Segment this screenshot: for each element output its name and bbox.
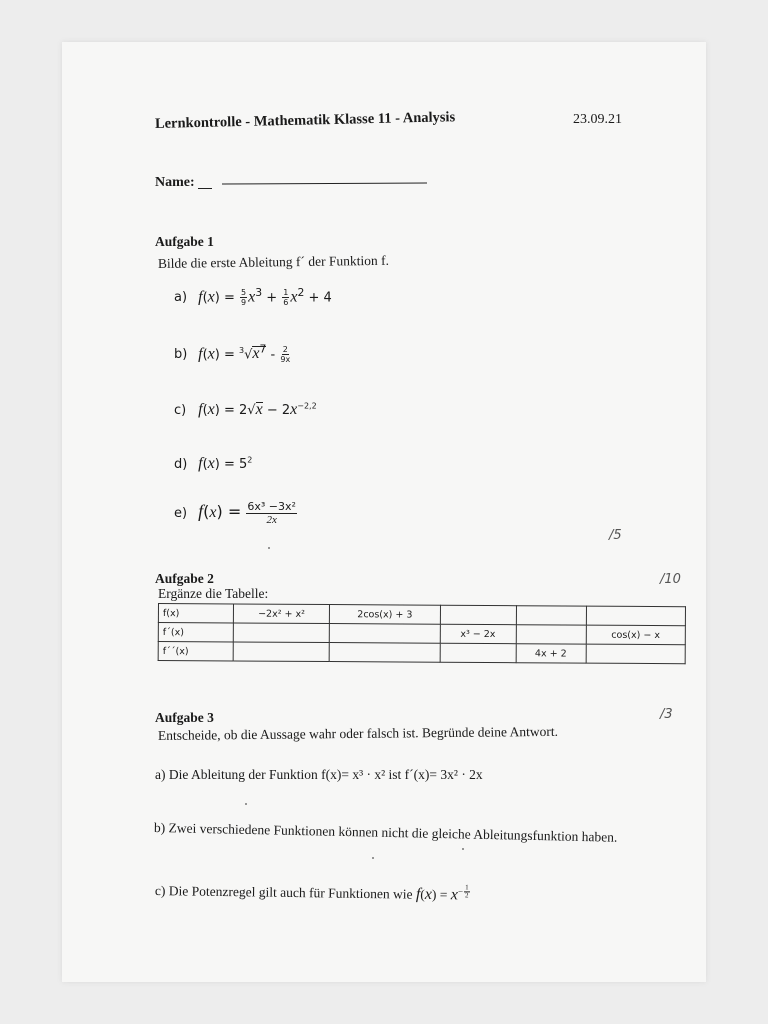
task1-instruction: Bilde die erste Ableitung f´ der Funktion f. (157, 252, 390, 271)
item-label: e) (174, 506, 188, 521)
fraction: $\frac{\text{6x³ −3x²}}{2x}$ (247, 500, 296, 526)
task1-item-e: e) f(x) = $\frac{\text{6x³ −3x²}}{2x}$ (174, 500, 296, 526)
table-row (158, 642, 685, 664)
scan-speck (245, 803, 247, 805)
formula-b: f (198, 345, 203, 363)
date-label: 23.09.21 (573, 112, 622, 127)
fraction: $\frac{2}{9x}$ (280, 345, 291, 365)
formula-a: f (198, 288, 203, 306)
row-header: f´(x) (158, 623, 233, 642)
task3-score: /3 (660, 707, 673, 722)
derivative-table (158, 603, 686, 664)
table-cell[interactable] (233, 642, 329, 662)
item-label: b) (174, 347, 188, 363)
item-label: c) (174, 403, 187, 418)
table-cell[interactable]: 2cos(x) + 3 (330, 605, 441, 625)
row-header: f(x) (158, 604, 233, 623)
task1-item-b: b) $f(x) = ^3√x^7$ - $\frac{2}{9x}$ (174, 343, 291, 365)
task1-score: /5 (609, 528, 622, 543)
name-label: Name: (155, 175, 195, 190)
formula-d: f (198, 455, 203, 472)
formula-power: f (415, 885, 421, 903)
name-line-short (198, 188, 212, 189)
statement-b: b) Zwei verschiedene Funktionen können nicht die gleiche Ableitungsfunktion haben. (153, 820, 618, 845)
table-cell[interactable] (329, 643, 440, 663)
table-cell[interactable] (233, 623, 329, 643)
item-label: d) (174, 457, 188, 472)
task1-heading: Aufgabe 1 (155, 234, 214, 249)
item-label: a) (174, 290, 188, 306)
task1-item-a: a) f(x) = $\frac{5}{9}$ $x^3$ + $\frac{1}{6}$ $x^2 + 4$ (174, 286, 332, 308)
table-cell[interactable] (440, 605, 516, 624)
task2-heading: Aufgabe 2 (155, 571, 214, 586)
scan-speck (462, 848, 464, 850)
table-cell[interactable] (586, 644, 685, 664)
task3-heading: Aufgabe 3 (155, 710, 214, 725)
table-cell[interactable]: x³ − 2x (440, 624, 516, 643)
task2-instruction: Ergänze die Tabelle: (158, 586, 269, 601)
table-cell[interactable]: 4x + 2 (516, 644, 586, 663)
table-cell[interactable]: cos(x) − x (586, 625, 685, 645)
table-cell[interactable] (586, 606, 685, 626)
task1-item-c: c) $f(x) = 2√x - 2x^{-2,2}$ (174, 401, 317, 418)
statement-c: c) Die Potenzregel gilt auch für Funktionen wie $f(x) = x^{- \frac{1}{2}}$ (154, 883, 469, 904)
statement-a: a) Die Ableitung der Funktion f(x)= x³ · x² ist f´(x)= 3x² · 2x (155, 767, 483, 782)
scan-speck (372, 857, 374, 859)
statement-c-text: c) Die Potenzregel gilt auch für Funktionen wie (154, 883, 413, 902)
table-cell[interactable] (440, 643, 516, 662)
task2-score: /10 (660, 572, 681, 587)
page-title: Lernkontrolle - Mathematik Klasse 11 - Analysis (154, 109, 456, 132)
task1-item-d: d) $f(x) = 5^2$ (174, 455, 253, 472)
formula-e: f (198, 501, 204, 521)
table-cell[interactable] (516, 606, 586, 625)
formula-c: f (198, 401, 203, 418)
table-cell[interactable] (516, 625, 586, 644)
table-cell[interactable]: −2x² + x² (233, 604, 329, 624)
table-cell[interactable] (329, 624, 440, 644)
fraction: $\frac{5}{9}$ (241, 288, 247, 308)
task3-instruction: Entscheide, ob die Aussage wahr oder falsch ist. Begründe deine Antwort. (157, 723, 559, 743)
fraction: $\frac{1}{6}$ (283, 288, 289, 308)
scan-speck (268, 547, 270, 549)
row-header: f´´(x) (158, 642, 233, 661)
